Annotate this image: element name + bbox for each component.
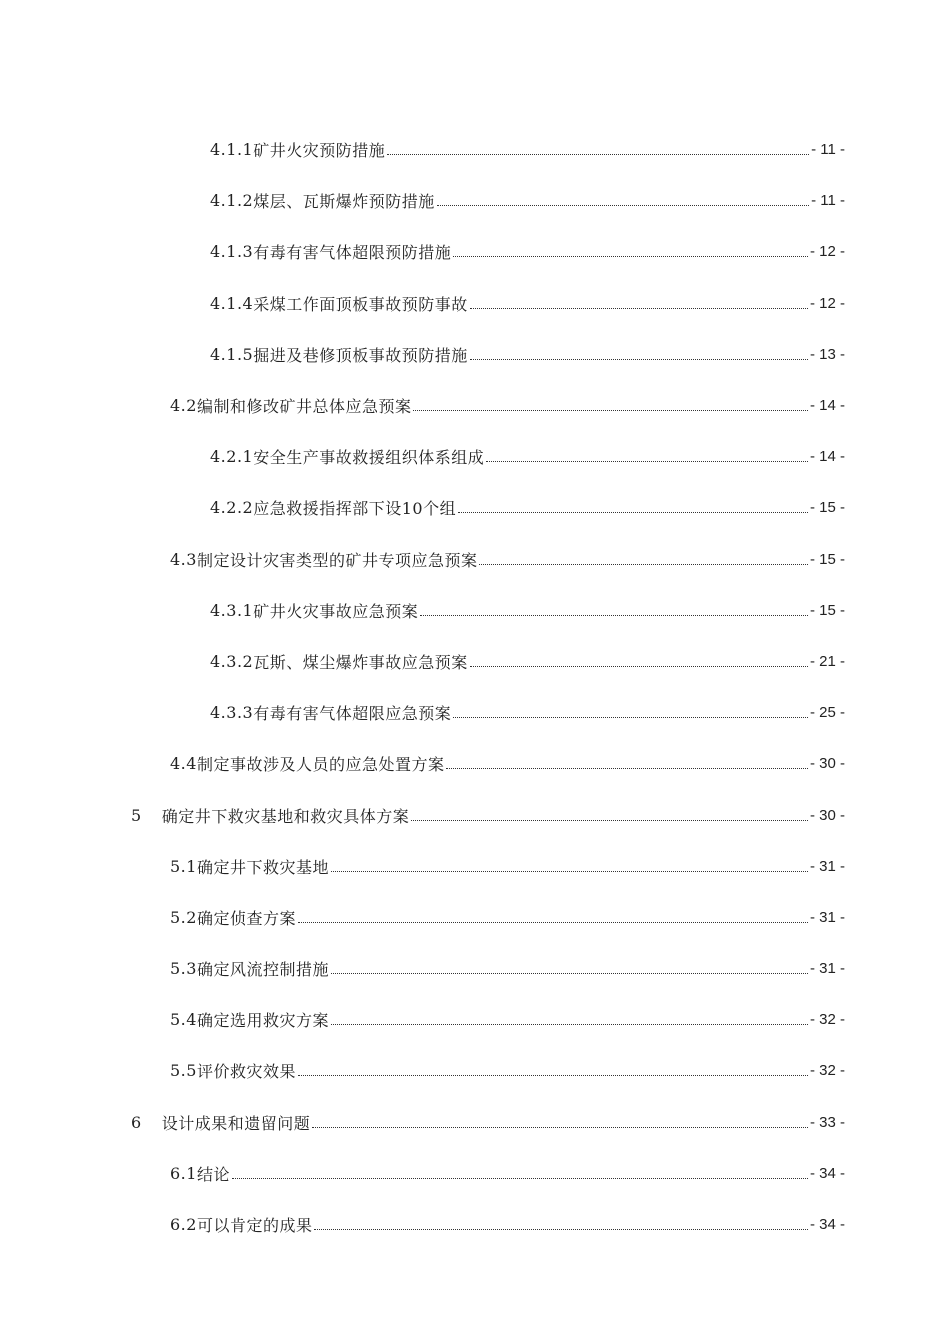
toc-entry[interactable]: [0, 431, 950, 482]
toc-entry-page-number: - 31 -: [809, 908, 845, 926]
toc-entry[interactable]: [0, 943, 950, 994]
toc-entry-title: 应急救援指挥部下设10个组: [253, 499, 457, 519]
toc-entry-page-number: - 15 -: [809, 550, 845, 568]
toc-entry[interactable]: [0, 892, 950, 943]
toc-entry-page-number: - 11 -: [811, 141, 845, 159]
toc-entry-page-number: - 31 -: [809, 960, 845, 978]
toc-entry-title: 瓦斯、煤尘爆炸事故应急预案: [253, 652, 468, 672]
toc-entry-number: 6: [131, 1112, 142, 1132]
toc-dot-leader: [420, 615, 808, 616]
toc-entry-page-number: - 30 -: [809, 806, 845, 824]
toc-entry-title: 编制和修改矿井总体应急预案: [196, 397, 412, 417]
toc-entry-title: 有毒有害气体超限预防措施: [253, 243, 452, 263]
toc-dot-leader: [453, 717, 808, 718]
toc-dot-leader: [437, 205, 809, 206]
toc-entry-number: 4.2.2: [210, 498, 254, 518]
toc-entry-number: 4.4: [170, 754, 197, 774]
toc-entry-number: 4.1.4: [210, 293, 254, 313]
toc-entry-title: 确定井下救灾基地: [196, 857, 329, 877]
toc-entry-page-number: - 11 -: [811, 192, 845, 210]
toc-dot-leader: [453, 256, 808, 257]
toc-entry[interactable]: [0, 226, 950, 277]
toc-entry-number: 4.1.3: [210, 242, 254, 262]
toc-entry[interactable]: [0, 329, 950, 380]
toc-entry-page-number: - 21 -: [809, 652, 845, 670]
toc-entry-number: 4.3.3: [210, 703, 254, 723]
toc-entry-page-number: - 15 -: [809, 499, 845, 517]
toc-dot-leader: [411, 820, 808, 821]
toc-entry[interactable]: [0, 534, 950, 585]
toc-entry-page-number: - 12 -: [809, 294, 845, 312]
toc-entry-page-number: - 34 -: [809, 1164, 845, 1182]
toc-entry[interactable]: [0, 124, 950, 175]
toc-dot-leader: [479, 564, 808, 565]
toc-dot-leader: [314, 1229, 808, 1230]
toc-entry-page-number: - 32 -: [809, 1062, 845, 1080]
toc-entry[interactable]: [0, 738, 950, 789]
toc-dot-leader: [413, 410, 808, 411]
toc-entry-title: 设计成果和遗留问题: [161, 1113, 311, 1133]
table-of-contents: [0, 124, 950, 1250]
toc-dot-leader: [232, 1178, 808, 1179]
toc-entry-number: 5.1: [170, 856, 197, 876]
toc-dot-leader: [486, 461, 808, 462]
toc-entry-number: 4.2: [170, 396, 197, 416]
toc-entry-page-number: - 12 -: [809, 243, 845, 261]
toc-entry[interactable]: [0, 1097, 950, 1148]
toc-entry-number: 4.3: [170, 549, 197, 569]
toc-entry-number: 5.4: [170, 1010, 197, 1030]
toc-entry-page-number: - 14 -: [809, 448, 845, 466]
toc-dot-leader: [470, 308, 808, 309]
toc-entry-number: 4.3.2: [210, 651, 254, 671]
toc-entry-page-number: - 14 -: [809, 397, 845, 415]
toc-entry-title: 矿井火灾事故应急预案: [253, 601, 419, 621]
toc-entry-number: 4.2.1: [210, 447, 254, 467]
toc-entry[interactable]: [0, 380, 950, 431]
toc-entry-number: 5.3: [170, 959, 197, 979]
toc-dot-leader: [387, 154, 809, 155]
toc-dot-leader: [331, 871, 808, 872]
toc-entry[interactable]: [0, 1148, 950, 1199]
toc-entry-page-number: - 33 -: [809, 1113, 845, 1131]
toc-entry[interactable]: [0, 1199, 950, 1250]
toc-entry-number: 4.1.1: [210, 140, 254, 160]
toc-entry-title: 确定选用救灾方案: [196, 1011, 329, 1031]
toc-entry-number: 5.2: [170, 907, 197, 927]
toc-entry[interactable]: [0, 585, 950, 636]
toc-dot-leader: [331, 1024, 808, 1025]
toc-dot-leader: [446, 768, 808, 769]
toc-entry[interactable]: [0, 482, 950, 533]
toc-entry-title: 结论: [196, 1164, 230, 1184]
toc-dot-leader: [331, 973, 808, 974]
toc-entry-title: 矿井火灾预防措施: [253, 141, 386, 161]
toc-entry-title: 安全生产事故救援组织体系组成: [253, 448, 485, 468]
toc-entry-number: 5.5: [170, 1061, 197, 1081]
toc-entry-number: 5: [131, 805, 142, 825]
toc-entry-page-number: - 30 -: [809, 755, 845, 773]
toc-entry-title: 煤层、瓦斯爆炸预防措施: [253, 192, 435, 212]
toc-entry-number: 4.1.2: [210, 191, 254, 211]
toc-entry[interactable]: [0, 994, 950, 1045]
toc-entry-title: 制定事故涉及人员的应急处置方案: [196, 755, 445, 775]
toc-dot-leader: [298, 922, 808, 923]
toc-entry[interactable]: [0, 789, 950, 840]
toc-entry-title: 制定设计灾害类型的矿井专项应急预案: [196, 550, 478, 570]
toc-entry[interactable]: [0, 1045, 950, 1096]
toc-entry-page-number: - 32 -: [809, 1011, 845, 1029]
toc-entry-title: 确定侦查方案: [196, 908, 296, 928]
toc-entry-title: 有毒有害气体超限应急预案: [253, 704, 452, 724]
toc-dot-leader: [470, 666, 808, 667]
toc-entry-number: 4.1.5: [210, 344, 254, 364]
toc-entry[interactable]: [0, 636, 950, 687]
toc-entry-page-number: - 15 -: [809, 601, 845, 619]
toc-dot-leader: [312, 1127, 808, 1128]
toc-entry-title: 确定风流控制措施: [196, 960, 329, 980]
toc-dot-leader: [470, 359, 808, 360]
toc-dot-leader: [458, 512, 808, 513]
toc-entry[interactable]: [0, 687, 950, 738]
toc-entry-title: 评价救灾效果: [196, 1062, 296, 1082]
toc-entry-number: 6.1: [170, 1163, 197, 1183]
toc-entry-page-number: - 25 -: [809, 704, 845, 722]
toc-entry-number: 4.3.1: [210, 600, 254, 620]
toc-entry-page-number: - 31 -: [809, 857, 845, 875]
toc-dot-leader: [298, 1075, 808, 1076]
toc-entry-title: 掘进及巷修顶板事故预防措施: [253, 345, 468, 365]
toc-entry[interactable]: [0, 841, 950, 892]
toc-entry[interactable]: [0, 175, 950, 226]
toc-entry-title: 可以肯定的成果: [196, 1216, 313, 1236]
toc-entry-page-number: - 13 -: [809, 345, 845, 363]
toc-entry-number: 6.2: [170, 1215, 197, 1235]
toc-entry-page-number: - 34 -: [809, 1216, 845, 1234]
toc-entry-title: 采煤工作面顶板事故预防事故: [253, 294, 468, 314]
toc-entry-title: 确定井下救灾基地和救灾具体方案: [161, 806, 410, 826]
toc-entry[interactable]: [0, 278, 950, 329]
